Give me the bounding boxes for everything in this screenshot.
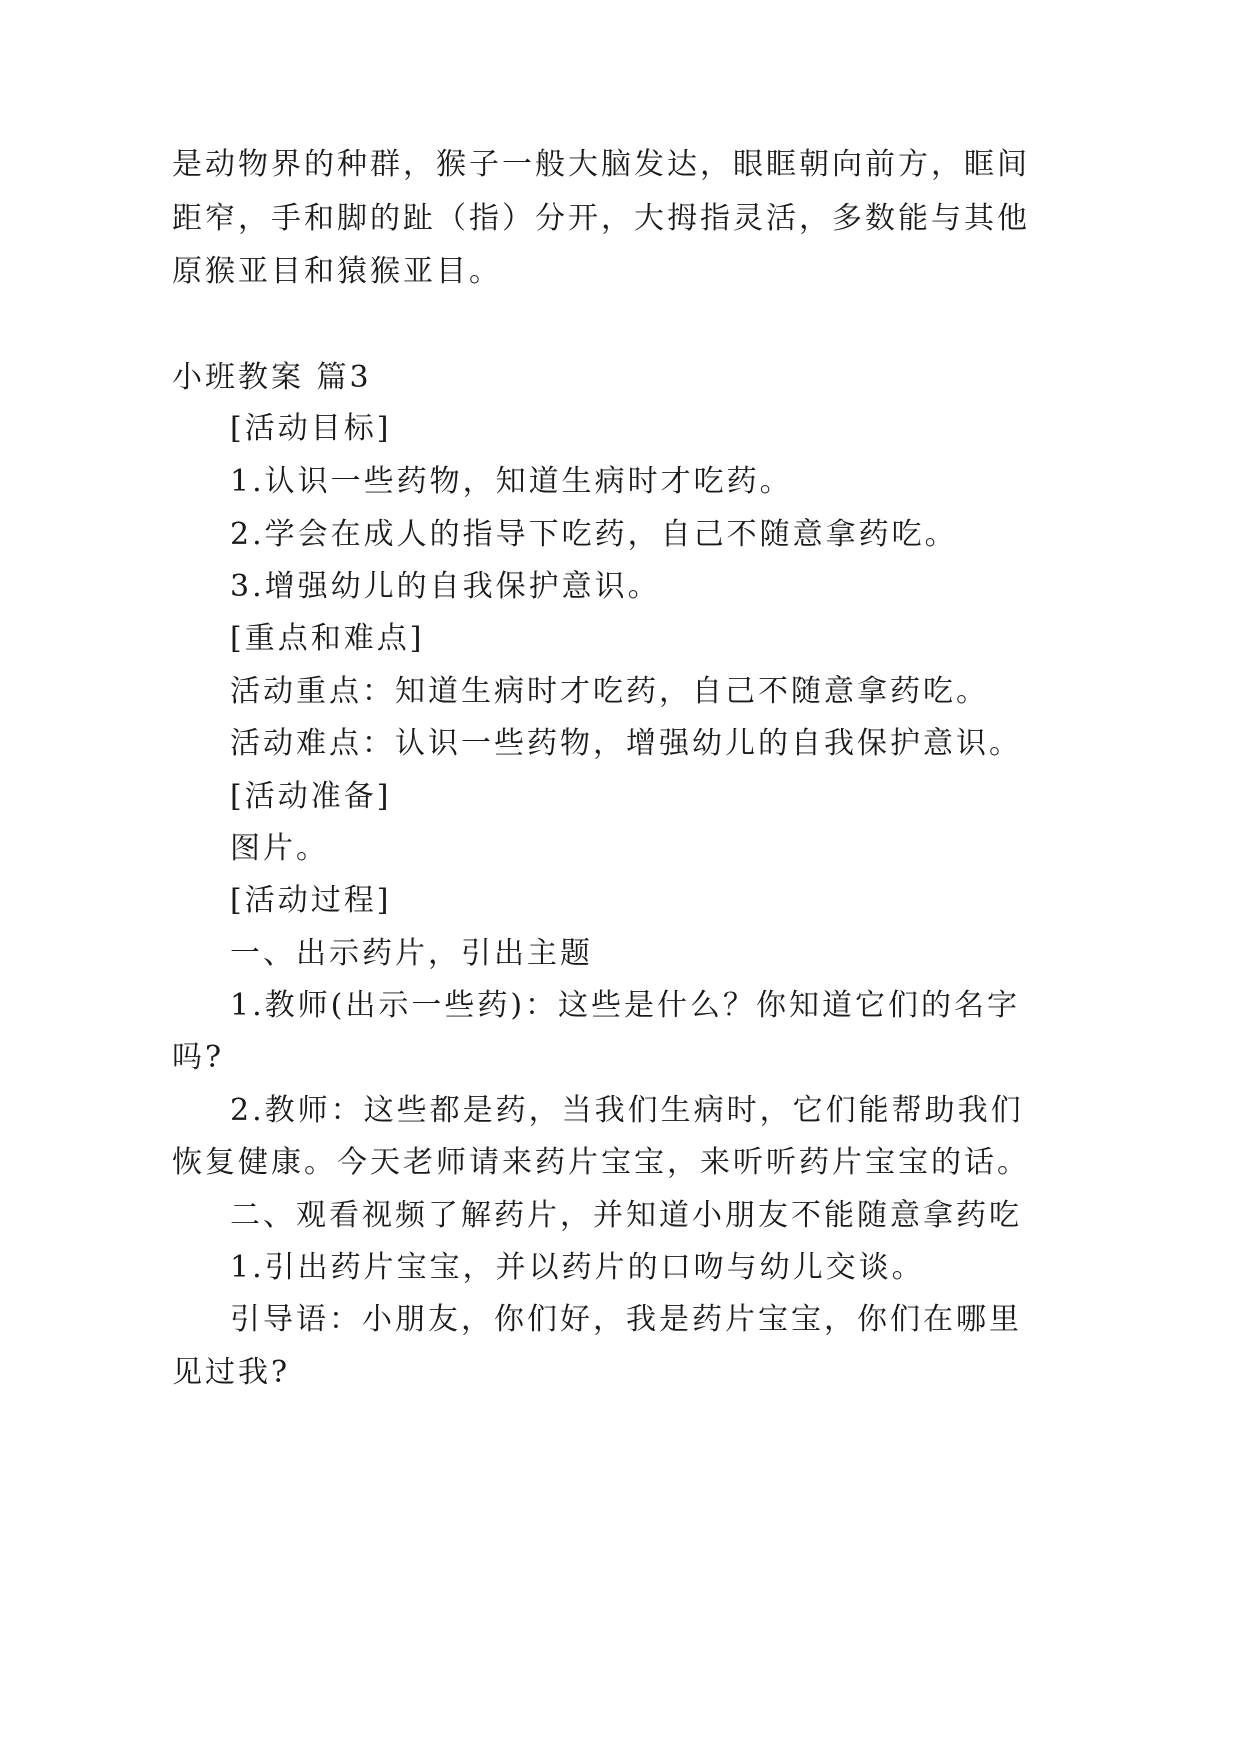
intro-line-1: 是动物界的种群，猴子一般大脑发达，眼眶朝向前方，眶间 bbox=[172, 147, 1030, 182]
intro-line-3: 原猴亚目和猿猴亚目。 bbox=[172, 254, 502, 289]
goal-item-1: 1.认识一些药物，知道生病时才吃药。 bbox=[230, 464, 793, 499]
goal-item-3: 3.增强幼儿的自我保护意识。 bbox=[230, 569, 661, 604]
process-step1-item2-line1: 2.教师：这些都是药，当我们生病时，它们能帮助我们 bbox=[230, 1093, 1024, 1128]
guide-line-2: 见过我? bbox=[172, 1355, 291, 1390]
process-step1-title: 一、出示药片，引出主题 bbox=[230, 936, 593, 971]
process-step1-item1-line1: 1.教师(出示一些药)：这些是什么？你知道它们的名字 bbox=[230, 988, 1021, 1023]
section-title: 小班教案 篇3 bbox=[172, 360, 372, 395]
preparation-heading: [活动准备] bbox=[230, 779, 392, 814]
process-step2-title: 二、观看视频了解药片，并知道小朋友不能随意拿药吃 bbox=[230, 1198, 1022, 1233]
process-step1-item1-line2: 吗? bbox=[172, 1040, 225, 1075]
key-point-difficulty: 活动难点：认识一些药物，增强幼儿的自我保护意识。 bbox=[230, 726, 1022, 761]
process-step2-item1: 1.引出药片宝宝，并以药片的口吻与幼儿交谈。 bbox=[230, 1250, 925, 1285]
process-heading: [活动过程] bbox=[230, 883, 392, 918]
preparation-text: 图片。 bbox=[230, 831, 329, 866]
goal-item-2: 2.学会在成人的指导下吃药，自己不随意拿药吃。 bbox=[230, 517, 958, 552]
key-point-focus: 活动重点：知道生病时才吃药，自己不随意拿药吃。 bbox=[230, 674, 989, 709]
process-step1-item2-line2: 恢复健康。今天老师请来药片宝宝，来听听药片宝宝的话。 bbox=[172, 1145, 1030, 1180]
intro-line-2: 距窄，手和脚的趾（指）分开，大拇指灵活，多数能与其他 bbox=[172, 201, 1030, 236]
guide-line-1: 引导语：小朋友，你们好，我是药片宝宝，你们在哪里 bbox=[230, 1302, 1022, 1337]
goals-heading: [活动目标] bbox=[230, 411, 392, 446]
key-points-heading: [重点和难点] bbox=[230, 621, 425, 656]
